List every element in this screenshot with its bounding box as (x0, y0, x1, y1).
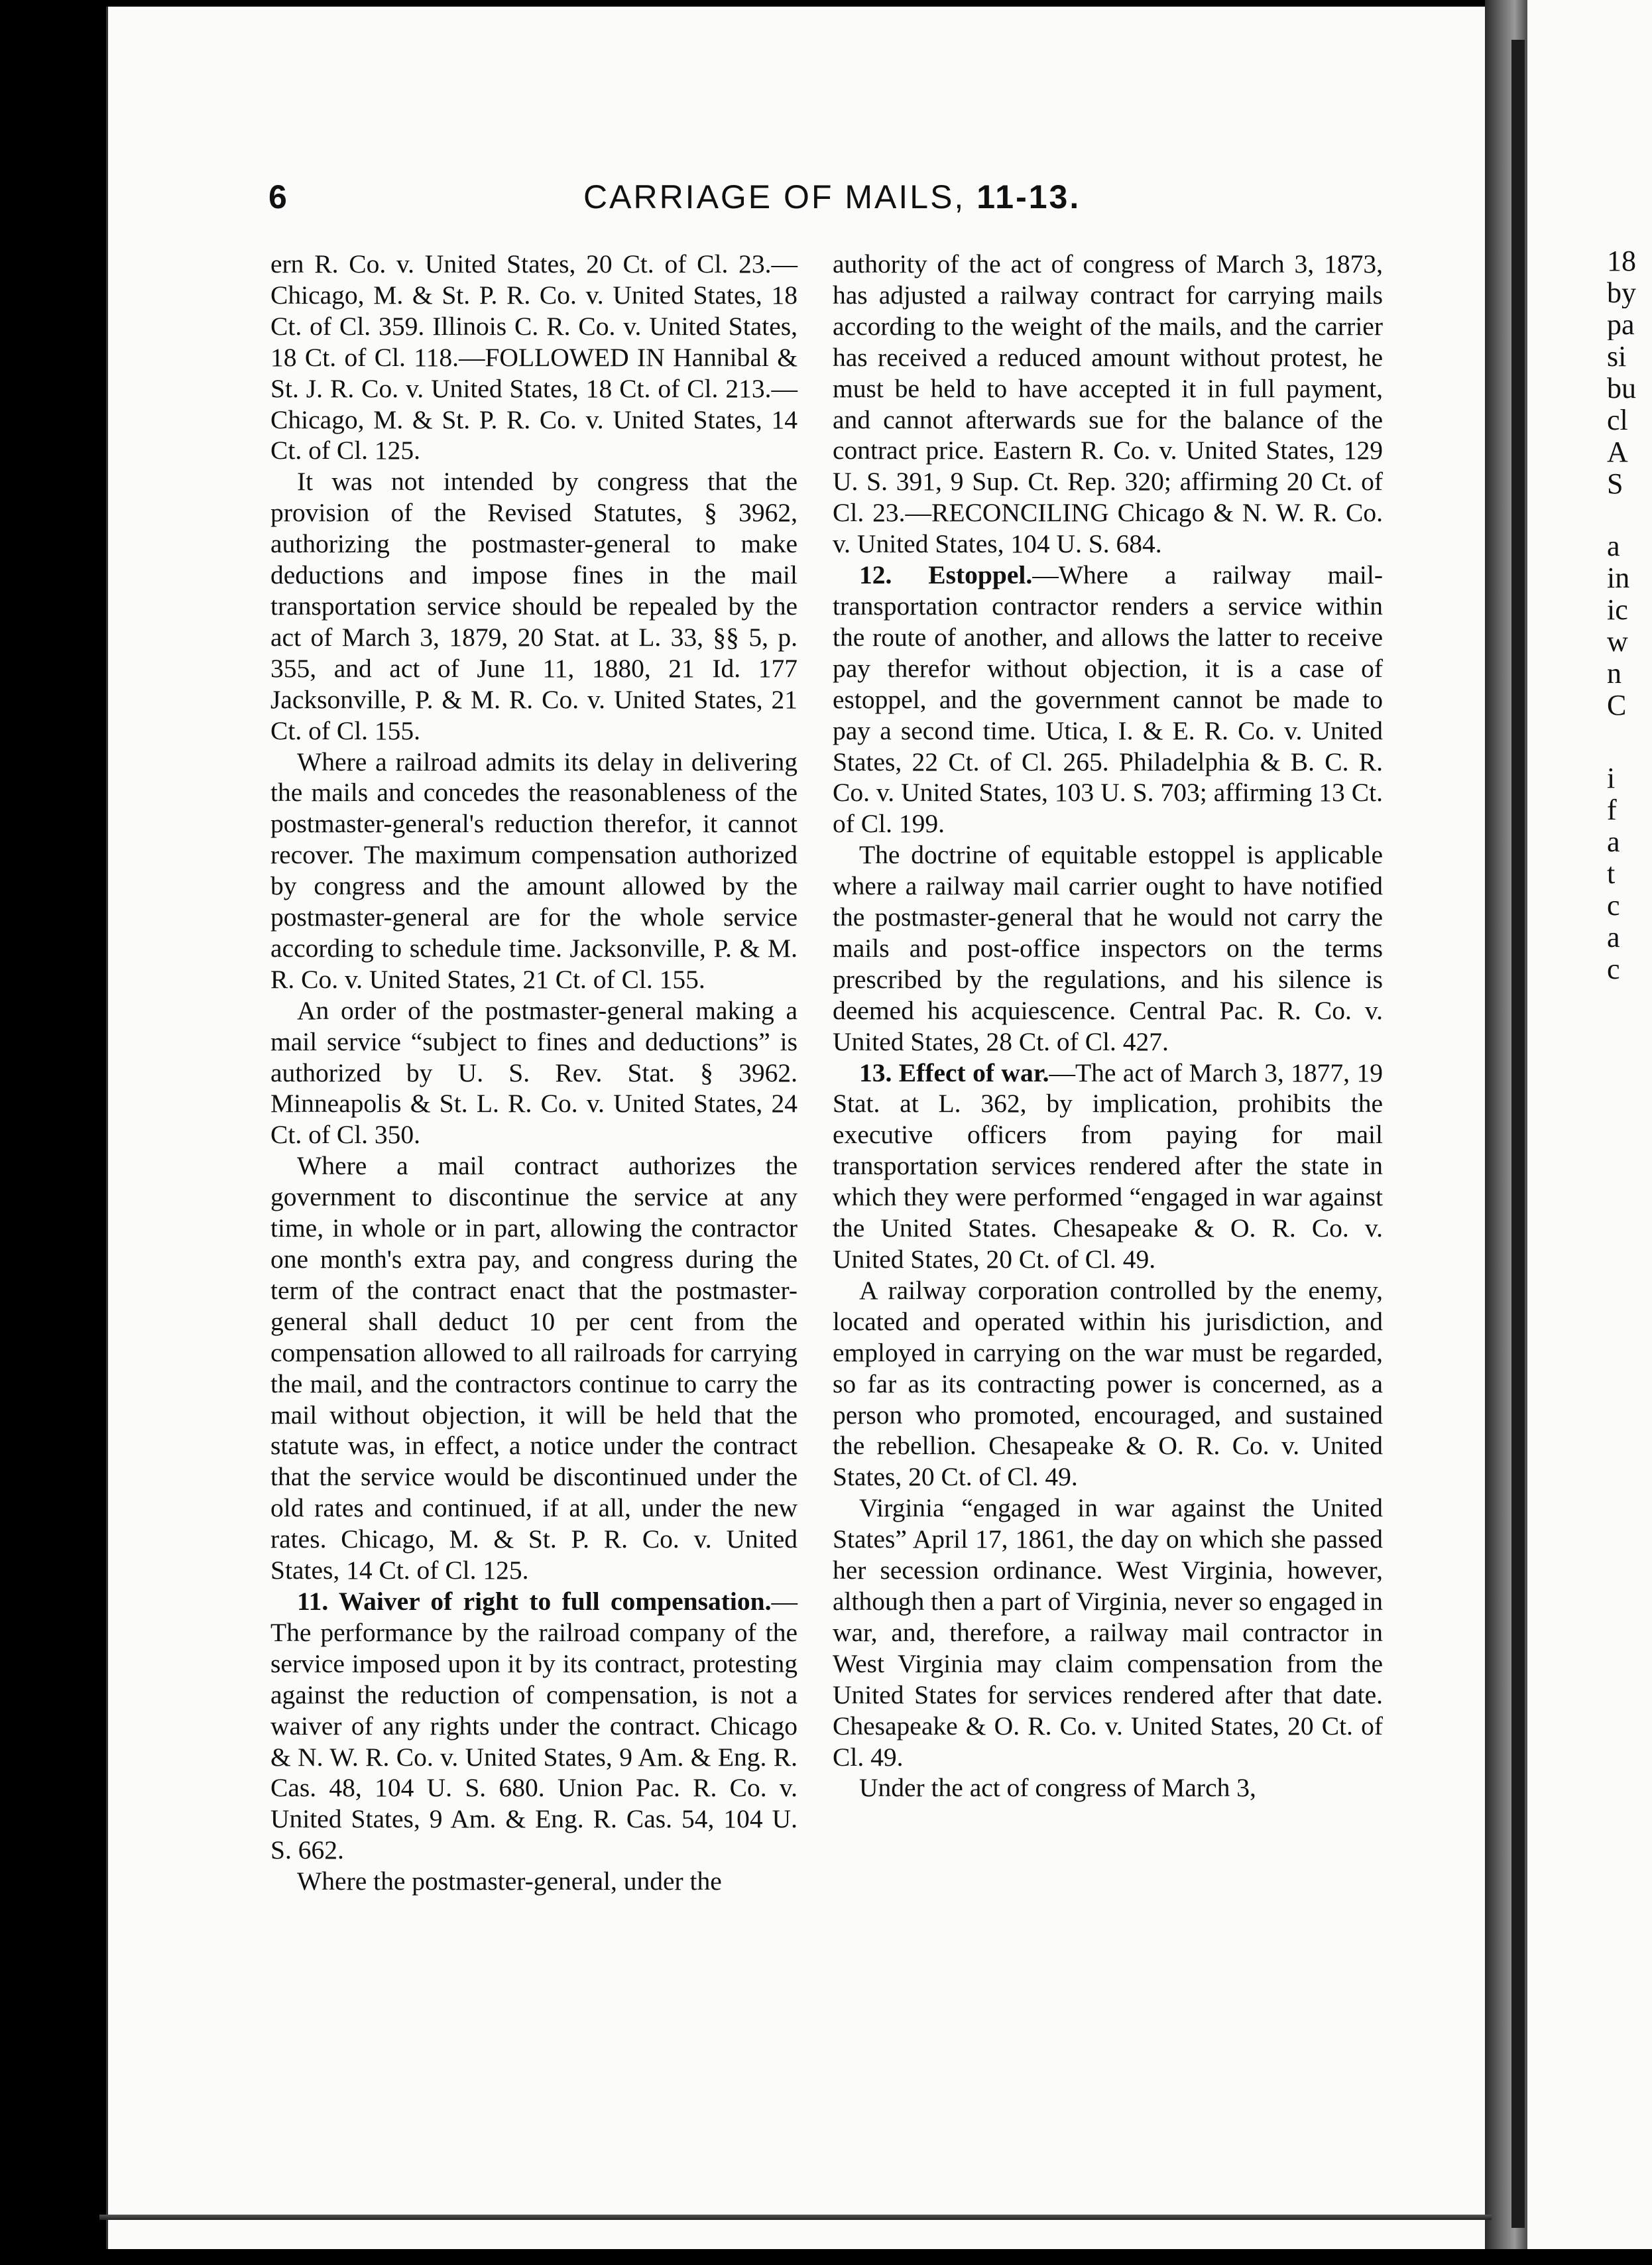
page-number: 6 (268, 178, 287, 215)
next-page-fragment: A (1607, 436, 1628, 467)
left-paragraph-5: Where a mail contract authorizes the government to discontinue the service at any time, in whole or in part, allowing the contractor one month's extra pay, and congress during the term of the contract enact that the postmaster-general shall deduct 10 per cent from the compensation allowed to all railroads for carrying the mail, and the contractors continue to carry the mail without objection, it will be held that the statute was, in effect, a notice under the contract that the service would be discontinued under the old rates and continued, if at all, under the new rates. Chicago, M. & St. P. R. Co. v. United States, 14 Ct. of Cl. 125. (270, 1151, 797, 1585)
next-page-edge (1527, 0, 1652, 2265)
book-gutter (1511, 40, 1525, 2228)
section-13 (833, 1058, 1383, 1275)
left-paragraph-2: It was not intended by congress that the provision of the Revised Statutes, § 3962, authorizing the postmaster-general to make deductions and impose fines in the mail transportation service should be repealed by the act of March 3, 1879, 20 Stat. at L. 33, §§ 5, p. 355, and act of June 11, 1880, 21 Id. 177 Jacksonville, P. & M. R. Co. v. United States, 21 Ct. of Cl. 155. (270, 467, 797, 745)
left-paragraph-4: An order of the postmaster-general making a mail service “subject to fines and deductions” is authorized by U. S. Rev. Stat. § 3962. Minneapolis & St. L. R. Co. v. United States, 24 Ct. of Cl. 350. (270, 995, 797, 1150)
next-page-fragment: a (1607, 530, 1620, 562)
scanner-bottom-border (0, 2249, 1652, 2265)
next-page-fragment: si (1607, 341, 1627, 372)
left-paragraph-6: Where the postmaster-general, under the (297, 1867, 722, 1896)
section-13-text: —The act of March 3, 1877, 19 Stat. at L. 362, by implication, prohibits the executive officers from paying for mail transportation services rendered after the state in which they were performed “engaged in war against the United States. Chesapeake & O. R. Co. v. United States, 20 Ct. of Cl. 49. (833, 1058, 1383, 1274)
section-11-text: —The performance by the railroad company of the service imposed upon it by its contract, protesting against the reduction of compensation, is not a waiver of any rights under the contract. Chicago & N. W. R. Co. v. United States, 9 Am. & Eng. R. Cas. 48, 104 U. S. 680. Union Pac. R. Co. v. United States, 9 Am. & Eng. R. Cas. 54, 104 U. S. 662. (270, 1586, 797, 1865)
next-page-fragment: n (1607, 658, 1622, 689)
next-page-fragment: t (1607, 858, 1616, 889)
section-12-heading: 12. Estoppel. (859, 560, 1033, 590)
right-paragraph-5: Under the act of congress of March 3, (859, 1773, 1256, 1803)
next-page-fragment: pa (1607, 309, 1635, 340)
running-title-range: 11-13. (976, 178, 1081, 215)
section-11-heading: 11. Waiver of right to full compensation. (297, 1586, 772, 1616)
next-page-fragment: S (1607, 468, 1623, 499)
next-page-fragment: in (1607, 562, 1630, 593)
left-paragraph-3: Where a railroad admits its delay in delivering the mails and concedes the reasonableness of the postmaster-general's reduction therefor, it cannot recover. The maximum compensation authorized by congress and the amount allowed by the postmaster-general are for the whole service according to schedule time. Jacksonville, P. & M. R. Co. v. United States, 21 Ct. of Cl. 155. (270, 747, 797, 994)
next-page-fragment: a (1607, 826, 1620, 857)
next-page-fragment: c (1607, 953, 1620, 985)
right-paragraph-3: A railway corporation controlled by the enemy, located and operated within his jurisdiction, and employed in carrying on the war must be regarded, so far as its contracting power is concerned, as a person who promoted, encouraged, and sustained the rebellion. Chesapeake & O. R. Co. v. United States, 20 Ct. of Cl. 49. (833, 1275, 1383, 1492)
section-12 (833, 560, 1383, 839)
right-paragraph-1: authority of the act of congress of March 3, 1873, has adjusted a railway contract for carrying mails according to the weight of the mails, and the carrier has received a reduced amount without protest, he must be held to have accepted it in full payment, and cannot afterwards sue for the balance of the contract price. Eastern R. Co. v. United States, 129 U. S. 391, 9 Sup. Ct. Rep. 320; affirming 20 Ct. of Cl. 23.—RECONCILING Chicago & N. W. R. Co. v. United States, 104 U. S. 684. (833, 249, 1383, 559)
page-bottom-edge (99, 2215, 1492, 2220)
scanner-left-border (0, 0, 113, 2265)
section-12-text: —Where a railway mail-transportation contractor renders a service within the route of another, and allows the latter to receive pay therefor without objection, it is a case of estoppel, and the government cannot be made to pay a second time. Utica, I. & E. R. Co. v. United States, 22 Ct. of Cl. 265. Philadelphia & B. C. R. Co. v. United States, 103 U. S. 703; affirming 13 Ct. of Cl. 199. (833, 560, 1383, 839)
section-13-heading: 13. Effect of war. (859, 1058, 1049, 1087)
right-column (833, 249, 1383, 1804)
next-page-fragment: bu (1607, 373, 1636, 404)
next-page-fragment: ic (1607, 594, 1628, 625)
next-page-fragment: f (1607, 794, 1617, 826)
section-11 (270, 1586, 797, 1866)
left-paragraph-1: ern R. Co. v. United States, 20 Ct. of Cl. 23.—Chicago, M. & St. P. R. Co. v. United States, 18 Ct. of Cl. 359. Illinois C. R. Co. v. United States, 18 Ct. of Cl. 118.—FOLLOWED IN Hannibal & St. J. R. Co. v. United States, 18 Ct. of Cl. 213.—Chicago, M. & St. P. R. Co. v. United States, 14 Ct. of Cl. 125. (270, 249, 797, 465)
next-page-fragment: c (1607, 890, 1620, 921)
next-page-fragment: cl (1607, 404, 1628, 436)
next-page-fragment: a (1607, 922, 1620, 953)
next-page-fragment: C (1607, 690, 1627, 721)
next-page-fragment: i (1607, 763, 1616, 794)
next-page-fragment: w (1607, 626, 1628, 657)
left-column (270, 249, 797, 1897)
running-title-text: CARRIAGE OF MAILS, (583, 178, 966, 215)
next-page-fragment: by (1607, 277, 1636, 308)
running-title (583, 178, 1081, 216)
next-page-fragment: 18 (1607, 245, 1636, 276)
right-paragraph-2: The doctrine of equitable estoppel is applicable where a railway mail carrier ought to have notified the postmaster-general that he would not carry the mails and post-office inspectors on the terms prescribed by the regulations, and his silence is deemed his acquiescence. Central Pac. R. Co. v. United States, 28 Ct. of Cl. 427. (833, 840, 1383, 1056)
right-paragraph-4: Virginia “engaged in war against the United States” April 17, 1861, the day on which she passed her secession ordinance. West Virginia, however, although then a part of Virginia, never so engaged in war, and, therefore, a railway mail contractor in West Virginia may claim compensation from the United States for services rendered after that date. Chesapeake & O. R. Co. v. United States, 20 Ct. of Cl. 49. (833, 1493, 1383, 1772)
